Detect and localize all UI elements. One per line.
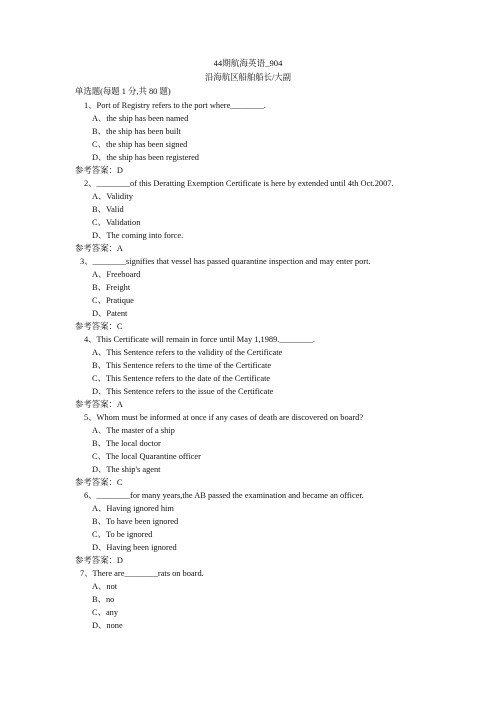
question-stem: 1、Port of Registry refers to the port where________. bbox=[84, 101, 266, 110]
question-stem: 4、This Certificate will remain in force until May 1,1989.________. bbox=[84, 335, 315, 344]
answer-label: 参考答案： bbox=[75, 166, 117, 175]
option-d: D、none bbox=[92, 621, 123, 630]
option-b: B、This Sentence refers to the time of the Certificate bbox=[92, 361, 272, 370]
answer-label: 参考答案： bbox=[75, 400, 117, 409]
option-b: B、no bbox=[92, 595, 115, 604]
reference-answer bbox=[0, 554, 496, 567]
option-c: C、Pratique bbox=[92, 296, 134, 305]
answer-value: D bbox=[116, 166, 123, 175]
document-title: 44期航海英语_904 bbox=[213, 58, 283, 68]
option-d: D、Having been ignored bbox=[92, 543, 177, 552]
option-a: A、the ship has been named bbox=[92, 114, 189, 123]
option-a: A、This Sentence refers to the validity of the Certificate bbox=[92, 348, 283, 357]
option-a: A、The master of a ship bbox=[92, 426, 175, 435]
answer-label: 参考答案： bbox=[75, 556, 117, 565]
option-d: D、Patent bbox=[92, 309, 128, 318]
answer-value: A bbox=[116, 244, 123, 253]
section-heading: 单选题(每题 1 分,共 80 题) bbox=[75, 87, 171, 96]
option-a: A、Validity bbox=[92, 192, 133, 201]
reference-answer bbox=[0, 320, 496, 333]
option-c: C、the ship has been signed bbox=[92, 140, 188, 149]
document-subtitle: 沿海航区船舶船长/大副 bbox=[204, 73, 292, 82]
question-list bbox=[0, 99, 496, 632]
option-c: C、This Sentence refers to the date of the Certificate bbox=[92, 374, 271, 383]
answer-value: D bbox=[116, 556, 123, 565]
question-stem: 2、________of this Deratting Exemption Certificate is here by extended until 4th Oct.2007. bbox=[84, 179, 394, 188]
answer-value: C bbox=[116, 478, 123, 487]
question-2 bbox=[0, 177, 496, 255]
reference-answer bbox=[0, 242, 496, 255]
option-a: A、Freeboard bbox=[92, 270, 141, 279]
answer-value: C bbox=[116, 322, 123, 331]
question-3 bbox=[0, 255, 496, 333]
answer-label: 参考答案： bbox=[75, 478, 117, 487]
question-7 bbox=[0, 567, 496, 632]
question-4 bbox=[0, 333, 496, 411]
question-stem: 3、________signifies that vessel has passed quarantine inspection and may enter port. bbox=[80, 257, 371, 266]
answer-value: A bbox=[116, 400, 123, 409]
reference-answer bbox=[0, 164, 496, 177]
option-b: B、Valid bbox=[92, 205, 124, 214]
option-b: B、The local doctor bbox=[92, 439, 161, 448]
question-6 bbox=[0, 489, 496, 567]
reference-answer bbox=[0, 476, 496, 489]
option-c: C、any bbox=[92, 608, 119, 617]
answer-label: 参考答案： bbox=[75, 322, 117, 331]
option-b: B、the ship has been built bbox=[92, 127, 181, 136]
option-d: D、the ship has been registered bbox=[92, 153, 199, 162]
option-a: A、Having ignored him bbox=[92, 504, 174, 513]
option-d: D、The ship's agent bbox=[92, 465, 161, 474]
option-d: D、This Sentence refers to the issue of the Certificate bbox=[92, 387, 274, 396]
option-d: D、The coming into force. bbox=[92, 231, 184, 240]
option-b: B、Freight bbox=[92, 283, 131, 292]
answer-label: 参考答案： bbox=[75, 244, 117, 253]
question-stem: 7、There are________rats on board. bbox=[80, 569, 204, 578]
question-5 bbox=[0, 411, 496, 489]
option-a: A、not bbox=[92, 582, 118, 591]
question-1 bbox=[0, 99, 496, 177]
question-stem: 6、________for many years,the AB passed the examination and became an officer. bbox=[84, 491, 364, 500]
option-b: B、To have been ignored bbox=[92, 517, 179, 526]
reference-answer bbox=[0, 398, 496, 411]
option-c: C、Validation bbox=[92, 218, 141, 227]
option-c: C、To be ignored bbox=[92, 530, 153, 539]
question-stem: 5、Whom must be informed at once if any cases of death are discovered on board? bbox=[84, 413, 364, 422]
option-c: C、The local Quarantine officer bbox=[92, 452, 201, 461]
